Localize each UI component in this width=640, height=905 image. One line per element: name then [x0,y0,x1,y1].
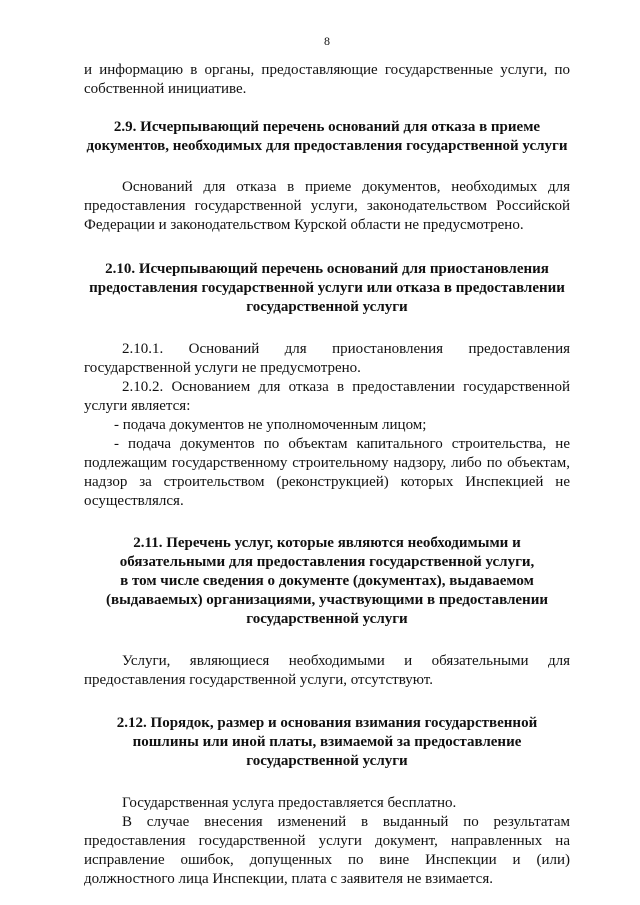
section-2-11-heading-line5: государственной услуги [246,611,408,627]
section-2-10-heading: 2.10. Исчерпывающий перечень оснований для приостановления предоставления государственной услуги или отказа в предоставлении государственной услуги [89,261,565,315]
intro-paragraph: и информацию в органы, предоставляющие государственные услуги, по собственной инициативе. [84,62,570,97]
section-2-11-heading-line2: обязательными для предоставления государственной услуги, [119,554,535,570]
section-2-11-heading-line3: в том числе сведения о документе (документах), выдаваемом [120,573,534,589]
section-2-10-item2: - подача документов по объектам капитального строительства, не подлежащим государственному строительному надзору, либо по объектам, надзор за строительством (реконструкцией) которых Инспекцией не осуществлялся. [84,436,570,509]
section-2-12-heading-line2: пошлины или иной платы, взимаемой за предоставление [132,734,522,750]
section-2-11-paragraph: Услуги, являющиеся необходимыми и обязательными для предоставления государственной услуги, отсутствуют. [84,653,570,688]
section-2-12-heading-line1: 2.12. Порядок, размер и основания взимания государственной [116,715,538,731]
section-2-10-p2: 2.10.2. Основанием для отказа в предоставлении государственной услуги является: [84,379,570,414]
section-2-11-heading [84,534,570,629]
section-2-11-heading-line4: (выдаваемых) организациями, участвующими в предоставлении [105,592,548,608]
page-number: 8 [324,34,330,48]
section-2-12-p2: В случае внесения изменений в выданный по результатам предоставления государственной услуги документ, направленных на исправление ошибок, допущенных по вине Инспекции и (или) должностного лица Инспекции, плата с заявителя не взимается. [84,814,570,887]
section-2-9-heading: 2.9. Исчерпывающий перечень оснований для отказа в приеме документов, необходимых для предоставления государственной услуги [86,119,568,154]
section-2-10-p1: 2.10.1. Оснований для приостановления предоставления государственной услуги не предусмотрено. [84,341,570,376]
section-2-12-p1: Государственная услуга предоставляется бесплатно. [122,795,457,811]
section-2-9-paragraph: Оснований для отказа в приеме документов, необходимых для предоставления государственной услуги, законодательством Российской Федерации и законодательством Курской области не предусмотрено. [84,179,570,233]
section-2-12-heading [84,714,570,771]
section-2-10-item1: - подача документов не уполномоченным лицом; [114,417,427,433]
section-2-12-heading-line3: государственной услуги [246,753,408,769]
section-2-11-heading-line1: 2.11. Перечень услуг, которые являются необходимыми и [133,535,521,551]
